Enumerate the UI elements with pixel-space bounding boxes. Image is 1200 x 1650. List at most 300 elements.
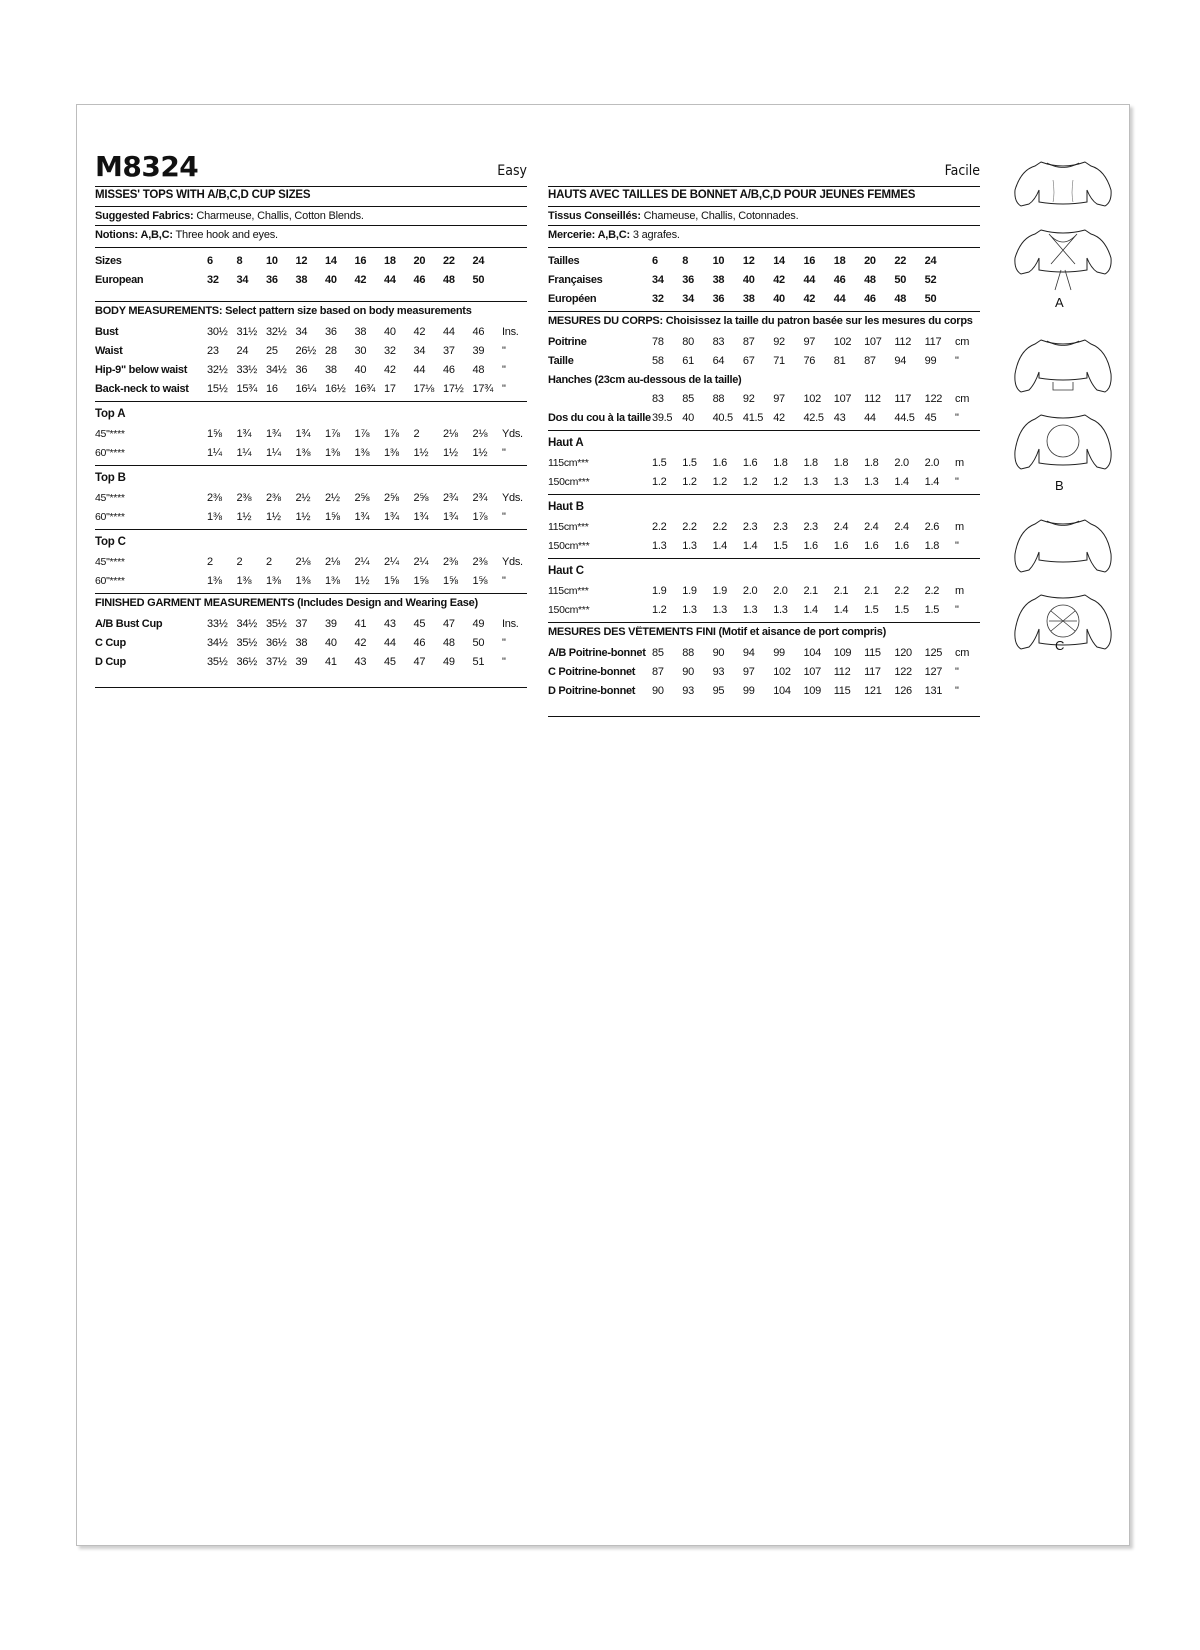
blouse-front-sketch-icon: [1013, 330, 1113, 400]
table-cell: 2⅜: [443, 555, 458, 568]
table-cell: 2.3: [773, 520, 788, 533]
unit-cell: ": [502, 510, 506, 523]
table-cell: 42: [384, 363, 396, 376]
table-cell: 18: [833, 254, 846, 267]
table-cell: 40: [325, 636, 337, 649]
table-cell: 49: [472, 617, 485, 630]
table-row: [95, 488, 527, 507]
table-cell: 44: [413, 363, 426, 376]
table-cell: 78: [652, 335, 664, 348]
table-cell: 1.6: [742, 456, 758, 469]
table-cell: 1.5: [682, 456, 697, 469]
blouse-front-sketch-icon: [1013, 150, 1113, 216]
table-cell: 1¾: [236, 427, 252, 440]
table-row: [548, 662, 980, 681]
table-cell: 93: [682, 684, 694, 697]
table-cell: 44.5: [894, 411, 915, 424]
table-cell: 1.3: [682, 539, 697, 552]
table-cell: 2.2: [682, 520, 697, 533]
body-measurements-title-fr: MESURES DU CORPS: Choisissez la taille du patron basée sur les mesures du corps: [548, 315, 973, 327]
table-cell: 38: [295, 273, 308, 286]
table-cell: 52: [924, 273, 937, 286]
table-cell: 2¾: [443, 491, 458, 504]
table-cell: 90: [652, 684, 664, 697]
table-cell: 2⅛: [443, 427, 458, 440]
table-cell: 2.4: [894, 520, 909, 533]
table-cell: 94: [894, 354, 907, 367]
table-cell: 46: [864, 292, 876, 305]
section-end-rule: [95, 687, 527, 688]
view-c-back-sketch: [1013, 585, 1113, 665]
table-cell: 1.6: [712, 456, 727, 469]
table-cell: 36: [325, 325, 337, 338]
table-cell: 32: [384, 344, 396, 357]
section-end-rule-fr: [548, 716, 980, 717]
table-cell: 38: [742, 292, 755, 305]
finished-garment-title: FINISHED GARMENT MEASUREMENTS (Includes Design and Wearing Ease): [95, 597, 478, 609]
table-cell: 48: [443, 636, 455, 649]
table-cell: 1¾: [413, 510, 429, 523]
table-cell: 39.5: [652, 411, 673, 424]
table-cell: 2⅝: [354, 491, 370, 504]
table-cell: 1.9: [682, 584, 697, 597]
pattern-title: MISSES' TOPS WITH A/B,C,D CUP SIZES: [95, 186, 527, 206]
table-cell: 24: [236, 344, 249, 357]
table-cell: 39: [295, 655, 308, 668]
table-cell: 1⅝: [207, 427, 222, 440]
table-cell: 1.4: [924, 475, 940, 488]
table-cell: 42: [803, 292, 816, 305]
table-cell: 22: [443, 254, 455, 267]
table-cell: 6: [207, 254, 213, 267]
row-label: European: [95, 273, 144, 286]
row-label: A/B Bust Cup: [95, 617, 163, 630]
row-label: Françaises: [548, 273, 603, 286]
table-cell: 1.3: [742, 603, 758, 616]
blouse-back-keyhole-sketch-icon: [1013, 405, 1113, 485]
table-cell: 25: [266, 344, 278, 357]
size-table-fr: [548, 251, 980, 308]
table-cell: 115: [833, 684, 851, 697]
table-cell: 34: [682, 292, 694, 305]
table-cell: 28: [325, 344, 337, 357]
table-cell: 40: [773, 292, 785, 305]
table-cell: 16: [803, 254, 816, 267]
table-cell: 41: [354, 617, 367, 630]
table-cell: 1.4: [742, 539, 758, 552]
table-cell: 2⅜: [266, 491, 281, 504]
table-cell: 2⅛: [472, 427, 488, 440]
table-cell: 102: [803, 392, 821, 405]
unit-cell: m: [955, 520, 964, 533]
table-cell: 87: [864, 354, 876, 367]
table-cell: 16½: [325, 382, 346, 395]
table-cell: 46: [443, 363, 455, 376]
table-cell: 2.0: [924, 456, 940, 469]
table-row: [548, 270, 980, 289]
table-cell: 34½: [236, 617, 258, 630]
table-cell: 1⅜: [325, 446, 340, 459]
row-label: D Poitrine-bonnet: [548, 684, 636, 697]
yardage-section: [548, 558, 980, 619]
table-cell: 1⅞: [384, 427, 399, 440]
table-cell: 1¾: [443, 510, 458, 523]
table-cell: 48: [443, 273, 455, 286]
table-cell: 104: [803, 646, 821, 659]
table-cell: 1⅜: [354, 446, 370, 459]
table-cell: 50: [894, 273, 907, 286]
table-cell: 1⅜: [207, 510, 222, 523]
table-cell: 117: [894, 392, 912, 405]
table-cell: 20: [413, 254, 426, 267]
table-cell: 92: [773, 335, 785, 348]
table-cell: 35½: [207, 655, 228, 668]
table-cell: 16: [354, 254, 367, 267]
table-cell: 1.5: [652, 456, 667, 469]
table-cell: 112: [864, 392, 881, 405]
table-cell: 46: [833, 273, 846, 286]
table-cell: 1.3: [833, 475, 849, 488]
table-cell: 42.5: [803, 411, 824, 424]
table-cell: 1¼: [266, 446, 281, 459]
table-cell: 2¾: [472, 491, 488, 504]
table-cell: 36: [295, 363, 308, 376]
table-row: [548, 351, 980, 370]
table-row: [95, 251, 527, 270]
table-cell: 1¼: [207, 446, 222, 459]
table-cell: 97: [773, 392, 785, 405]
table-cell: 10: [712, 254, 725, 267]
row-label: 115cm***: [548, 456, 589, 469]
table-cell: 44: [443, 325, 455, 338]
table-cell: 1½: [236, 510, 252, 523]
table-cell: 42: [354, 273, 367, 286]
table-cell: 48: [864, 273, 876, 286]
table-cell: 2: [236, 555, 243, 568]
yardage-section: [548, 430, 980, 491]
row-label: Sizes: [95, 254, 122, 267]
yardage-view-title: Haut C: [548, 565, 584, 577]
table-cell: 2: [413, 427, 420, 440]
table-cell: 1⅜: [295, 446, 311, 459]
table-cell: 1.4: [712, 539, 727, 552]
table-cell: 2¼: [354, 555, 370, 568]
table-cell: 43: [833, 411, 846, 424]
table-cell: 8: [682, 254, 689, 267]
unit-cell: ": [955, 475, 959, 488]
table-cell: 64: [712, 354, 725, 367]
table-row: [548, 472, 980, 491]
table-cell: 2½: [295, 491, 311, 504]
table-cell: 31½: [236, 325, 258, 338]
table-cell: 16: [266, 382, 278, 395]
table-cell: 1.5: [864, 603, 879, 616]
table-cell: 117: [864, 665, 881, 678]
table-cell: 15½: [207, 382, 228, 395]
table-cell: 47: [443, 617, 455, 630]
unit-cell: ": [502, 382, 506, 395]
row-label: 150cm***: [548, 475, 590, 488]
row-label: 45"****: [95, 491, 125, 504]
table-cell: 2¼: [413, 555, 429, 568]
table-cell: 46: [472, 325, 485, 338]
table-cell: 1.3: [682, 603, 697, 616]
table-cell: 99: [924, 354, 937, 367]
table-cell: 38: [712, 273, 725, 286]
table-cell: 1.8: [803, 456, 818, 469]
table-cell: 2⅜: [207, 491, 222, 504]
table-cell: 30½: [207, 325, 228, 338]
table-cell: 120: [894, 646, 912, 659]
table-cell: 87: [742, 335, 755, 348]
table-cell: 76: [803, 354, 816, 367]
table-cell: 32½: [207, 363, 228, 376]
table-cell: 1.5: [924, 603, 940, 616]
table-cell: 2.2: [924, 584, 940, 597]
table-cell: 1.3: [803, 475, 818, 488]
yardage-view-title: Top C: [95, 536, 126, 548]
table-cell: 104: [773, 684, 791, 697]
table-cell: 81: [833, 354, 846, 367]
row-label: Waist: [95, 344, 123, 357]
unit-cell: Yds.: [502, 427, 523, 440]
view-b-front-sketch: [1013, 330, 1113, 400]
table-cell: 1.3: [712, 603, 727, 616]
notions-fr: Mercerie: A,B,C: 3 agrafes.: [548, 225, 980, 244]
table-cell: 36½: [266, 636, 287, 649]
table-cell: 17¾: [472, 382, 494, 395]
table-cell: 1.2: [773, 475, 788, 488]
table-cell: 47: [413, 655, 426, 668]
table-cell: 1.3: [652, 539, 667, 552]
difficulty-level-fr: Facile: [944, 163, 980, 179]
english-column: [95, 152, 527, 688]
table-cell: 8: [236, 254, 243, 267]
table-cell: 42: [773, 411, 785, 424]
table-cell: 42: [413, 325, 426, 338]
table-cell: 40: [742, 273, 755, 286]
table-cell: 1.2: [652, 603, 667, 616]
table-cell: 46: [413, 636, 426, 649]
table-cell: 88: [712, 392, 725, 405]
table-cell: 126: [894, 684, 912, 697]
table-cell: 1.8: [773, 456, 788, 469]
blouse-front-sketch-icon: [1013, 510, 1113, 580]
unit-cell: m: [955, 456, 964, 469]
table-cell: 1.6: [864, 539, 879, 552]
table-row: [548, 389, 980, 408]
table-row: [548, 517, 980, 536]
table-cell: 1.4: [803, 603, 818, 616]
row-label: 60"****: [95, 574, 125, 587]
table-cell: 32: [207, 273, 219, 286]
table-cell: 131: [924, 684, 943, 697]
table-cell: 40: [354, 363, 367, 376]
table-cell: 125: [924, 646, 943, 659]
table-cell: 1.9: [652, 584, 667, 597]
table-cell: 83: [712, 335, 725, 348]
table-cell: 30: [354, 344, 367, 357]
table-cell: 83: [652, 392, 664, 405]
table-cell: 40: [384, 325, 396, 338]
finished-garment-table: [95, 614, 527, 671]
table-cell: 1⅜: [325, 574, 340, 587]
table-cell: 2⅛: [295, 555, 311, 568]
table-cell: 1.6: [894, 539, 909, 552]
table-cell: 127: [924, 665, 943, 678]
view-c-label: C: [1055, 638, 1065, 653]
table-row: [95, 379, 527, 398]
view-a-back-sketch: [1013, 220, 1113, 296]
table-cell: 2.4: [864, 520, 879, 533]
table-cell: 1¾: [354, 510, 370, 523]
row-label: 150cm***: [548, 603, 590, 616]
table-cell: 58: [652, 354, 664, 367]
table-cell: 35½: [236, 636, 258, 649]
table-cell: 1.4: [833, 603, 849, 616]
table-cell: 26½: [295, 344, 317, 357]
table-cell: 2.1: [803, 584, 818, 597]
table-cell: 2½: [325, 491, 340, 504]
yardage-section: [95, 465, 527, 526]
table-cell: 1¼: [236, 446, 252, 459]
unit-cell: ": [502, 574, 506, 587]
table-cell: 24: [472, 254, 485, 267]
table-cell: 42: [354, 636, 367, 649]
table-cell: 38: [354, 325, 367, 338]
table-row: [548, 332, 980, 351]
table-row: [548, 289, 980, 308]
table-cell: 1¾: [295, 427, 311, 440]
table-cell: 10: [266, 254, 278, 267]
table-cell: 1.2: [712, 475, 727, 488]
table-cell: 2.0: [742, 584, 758, 597]
table-cell: 1⅜: [295, 574, 311, 587]
row-label: 60"****: [95, 446, 125, 459]
table-row: [95, 270, 527, 289]
table-cell: 16¼: [295, 382, 317, 395]
table-row: [95, 507, 527, 526]
table-cell: 36: [266, 273, 278, 286]
table-cell: 71: [773, 354, 785, 367]
table-cell: 50: [924, 292, 937, 305]
table-cell: 23: [207, 344, 219, 357]
table-cell: 39: [325, 617, 337, 630]
row-label: 115cm***: [548, 520, 589, 533]
table-cell: 44: [864, 411, 876, 424]
table-cell: 85: [682, 392, 694, 405]
table-cell: 45: [384, 655, 396, 668]
table-cell: 15¾: [236, 382, 258, 395]
table-cell: 1.2: [652, 475, 667, 488]
unit-cell: cm: [955, 335, 970, 348]
unit-cell: ": [502, 655, 506, 668]
table-cell: 1⅝: [443, 574, 458, 587]
table-cell: 2.2: [712, 520, 727, 533]
blouse-back-lattice-sketch-icon: [1013, 585, 1113, 665]
table-row: [548, 408, 980, 427]
table-cell: 90: [682, 665, 694, 678]
yardage-view-title: Top A: [95, 408, 126, 420]
table-cell: 1.3: [773, 603, 788, 616]
table-cell: 1½: [413, 446, 429, 459]
table-cell: 1.6: [803, 539, 818, 552]
table-cell: 50: [472, 636, 485, 649]
table-row: [548, 453, 980, 472]
table-cell: 1.6: [833, 539, 849, 552]
table-cell: 2.2: [652, 520, 667, 533]
table-cell: 112: [894, 335, 912, 348]
table-cell: 46: [413, 273, 426, 286]
table-cell: 32: [652, 292, 664, 305]
table-cell: 115: [864, 646, 881, 659]
table-row: [95, 571, 527, 590]
table-cell: 44: [833, 292, 846, 305]
table-cell: 99: [742, 684, 755, 697]
pattern-title-fr: HAUTS AVEC TAILLES DE BONNET A/B,C,D POUR JEUNES FEMMES: [548, 186, 980, 206]
unit-cell: ": [955, 539, 959, 552]
table-cell: 2: [266, 555, 272, 568]
row-label: C Poitrine-bonnet: [548, 665, 636, 678]
table-cell: 50: [472, 273, 485, 286]
table-cell: 107: [803, 665, 821, 678]
table-row: [548, 643, 980, 662]
table-cell: 14: [773, 254, 785, 267]
table-cell: 1⅝: [413, 574, 429, 587]
difficulty-level: Easy: [497, 163, 527, 179]
notions: Notions: A,B,C: Three hook and eyes.: [95, 225, 527, 244]
table-cell: 1⅝: [472, 574, 488, 587]
row-label: Dos du cou à la taille: [548, 411, 651, 424]
table-cell: 1½: [472, 446, 488, 459]
table-cell: 48: [472, 363, 485, 376]
table-cell: 37½: [266, 655, 287, 668]
table-cell: 2.4: [833, 520, 849, 533]
table-cell: 40.5: [712, 411, 733, 424]
table-cell: 1¾: [266, 427, 281, 440]
row-label: Hip-9" below waist: [95, 363, 188, 376]
row-label: 45"****: [95, 427, 125, 440]
table-cell: 34: [295, 325, 308, 338]
table-cell: 2.3: [803, 520, 818, 533]
table-cell: 61: [682, 354, 694, 367]
yardage-view-title: Haut B: [548, 501, 584, 513]
unit-cell: Yds.: [502, 555, 523, 568]
table-cell: 107: [864, 335, 882, 348]
table-cell: 1.2: [742, 475, 758, 488]
table-cell: 1½: [266, 510, 281, 523]
table-cell: 49: [443, 655, 455, 668]
table-cell: 1½: [443, 446, 458, 459]
row-label: Tailles: [548, 254, 580, 267]
table-cell: 109: [833, 646, 852, 659]
table-cell: 37: [295, 617, 308, 630]
table-cell: 1.3: [864, 475, 879, 488]
table-cell: 102: [833, 335, 852, 348]
unit-cell: cm: [955, 646, 970, 659]
table-row: [95, 552, 527, 571]
table-cell: 2⅛: [325, 555, 340, 568]
table-cell: 1.8: [864, 456, 879, 469]
table-cell: 109: [803, 684, 821, 697]
table-cell: 2⅝: [384, 491, 399, 504]
blouse-back-tie-sketch-icon: [1013, 220, 1113, 296]
table-cell: 2⅜: [472, 555, 488, 568]
table-cell: 1⅜: [236, 574, 252, 587]
unit-cell: Ins.: [502, 617, 519, 630]
unit-cell: cm: [955, 392, 970, 405]
table-cell: 36: [712, 292, 725, 305]
